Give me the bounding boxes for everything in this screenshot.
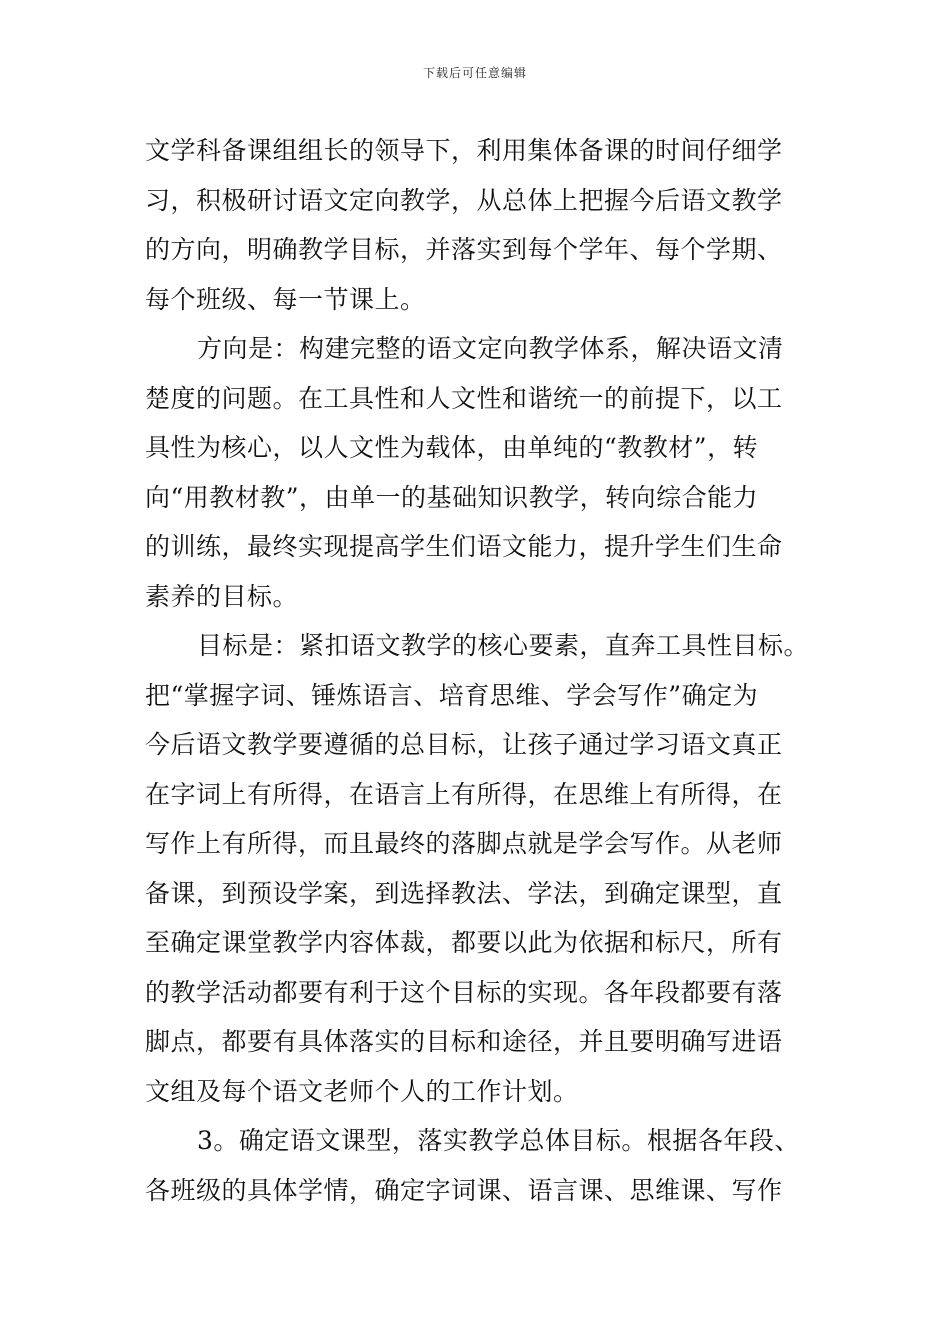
text-line: 的方向，明确教学目标，并落实到每个学年、每个学期、 [145,235,783,264]
text-line: 每个班级、每一节课上。 [145,284,426,314]
text-line: 楚度的问题。在工具性和人文性和谐统一的前提下，以工 [145,383,783,413]
text-line: 在字词上有所得，在语言上有所得，在思维上有所得，在 [145,779,783,809]
page-header: 下载后可任意编辑 [422,66,527,80]
text-line: 把“掌握字词、锤炼语言、培育思维、学会写作”确定为 [145,680,759,710]
text-line: 备课，到预设学案，到选择教法、学法，到确定课型，直 [145,878,783,908]
text-line: 文学科备课组组长的领导下，利用集体备课的时间仔细学 [145,136,783,165]
paragraph-4 [145,1116,810,1215]
text-line: 向“用教材教”，由单一的基础知识教学，转向综合能力 [145,482,759,512]
text-line: 各班级的具体学情，确定字词课、语言课、思维课、写作 [145,1175,783,1205]
text-line: 素养的目标。 [145,581,299,611]
text-line: 今后语文教学要遵循的总目标，让孩子通过学习语文真正 [145,730,783,759]
text-line: 具性为核心，以人文性为载体，由单纯的“教教材”，转 [145,433,759,462]
text-line: 习，积极研讨语文定向教学，从总体上把握今后语文教学 [145,185,783,215]
text-line: 文组及每个语文老师个人的工作计划。 [145,1076,579,1106]
text-line: 目标是：紧扣语文教学的核心要素，直奔工具性目标。 [197,631,810,660]
text-line: 的教学活动都要有利于这个目标的实现。各年段都要有落 [145,977,783,1007]
text-line: 脚点，都要有具体落实的目标和途径，并且要明确写进语 [145,1027,783,1056]
paragraph-2 [145,324,810,621]
paragraph-3 [145,621,810,1116]
text-line: 3。确定语文课型，落实教学总体目标。根据各年段、 [197,1126,800,1155]
text-line: 的训练，最终实现提高学生们语文能力，提升学生们生命 [145,532,783,561]
text-line: 至确定课堂教学内容体裁，都要以此为依据和标尺，所有 [145,928,783,957]
document-body [145,126,810,1215]
text-line: 方向是：构建完整的语文定向教学体系，解决语文清 [197,334,784,363]
paragraph-1 [145,126,810,324]
text-line: 写作上有所得，而且最终的落脚点就是学会写作。从老师 [145,829,783,858]
